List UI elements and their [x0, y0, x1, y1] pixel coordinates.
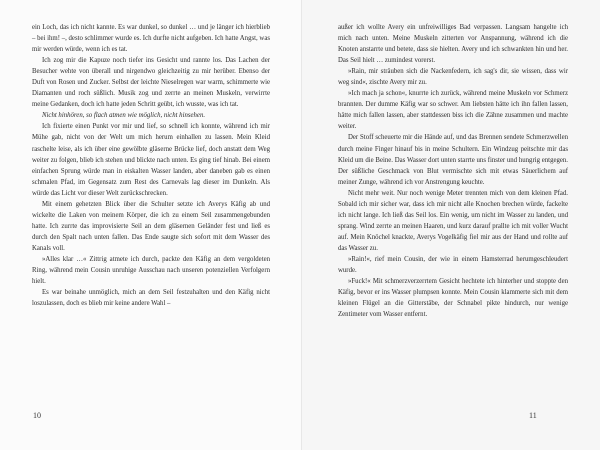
paragraph: Der Stoff scheuerte mir die Hände auf, und das Brennen sendete Schmerzwellen durch meine Finger hinauf bis in meine Schultern. Ein Windzug peitschte mir das Kleid um die Beine. Das Wasser dort unten starrte uns finster und hungrig entgegen. Der süßliche Geschmack von Blut vermischte sich mit etwas Säuerlichem auf meiner Zunge, während ich vor Anstrengung keuchte.: [338, 134, 568, 186]
paragraph: Es war beinahe unmöglich, mich an dem Seil festzuhalten und den Käfig nicht loszulassen, doch es blieb mir keine andere Wahl –: [32, 289, 270, 308]
paragraph: Nicht mehr weit. Nur noch wenige Meter trennten mich von dem kleinen Pfad. Sobald ich mir sicher war, dass ich mir nicht alle Knochen brechen würde, fackelte ich nicht lange. Ich ließ das Seil los. Ein wenig, um nicht im Wasser zu landen, und sprang. Wind zerrte an meinen Haaren, und kurz darauf prallte ich mit voller Wucht auf. Mein Knöchel knackte, Averys Vogelkäfig fiel mir aus der Hand und rollte auf das Wasser zu.: [338, 189, 568, 252]
right-page-text: [338, 22, 568, 320]
left-page-text: [32, 22, 270, 309]
paragraph: »Rain, mir sträuben sich die Nackenfedern, ich sag's dir, sie wissen, dass wir weg sind«, zischte Avery mir zu.: [338, 68, 568, 87]
paragraph: Mit einem gehetzten Blick über die Schulter setzte ich Averys Käfig ab und wickelte die Laken von meinem Körper, die ich zu einem Seil zusammengebunden hatte. Ich zurrte das improvisierte Seil an dem gläsernen Geländer fest und ließ es durch den Spalt nach unten fallen. Das Ende saugte sich sofort mit dem Wasser des Kanals voll.: [32, 200, 270, 252]
paragraph: außer ich wollte Avery ein unfreiwilliges Bad verpassen. Langsam hangelte ich mich nach unten. Meine Muskeln zitterten vor Anspannung, während ich die Knoten anstarrte und betete, dass sie hielten. Avery und ich schwankten hin und her. Das Seil hielt … zumindest vorerst.: [338, 24, 568, 65]
page-number: 10: [33, 411, 41, 420]
paragraph: »Rain!«, rief mein Cousin, der wie in einem Hamsterrad herumgeschleudert wurde.: [338, 255, 568, 275]
right-page: [302, 0, 600, 450]
paragraph: Ich fixierte einen Punkt vor mir und lief, so schnell ich konnte, während ich mir Mühe gab, nicht von der Welt um mich herum einhallen zu lassen. Mein Kleid raschelte leise, als ich über eine gewölbte gläserne Brücke lief, doch anstatt dem Weg weiter zu folgen, blieb ich stehen und blickte nach unten. Es ging tief hinab. Bei einem einfachen Sprung würde man in eiskalten Wasser landen, aber daneben gab es einen schmalen Pfad, im Gegensatz zum Rest des Carnevals lag dieser im Dunkeln. Als würde das Licht vor dieser Welt zurückschrecken.: [32, 123, 270, 197]
paragraph: ein Loch, das ich nicht kannte. Es war dunkel, so dunkel … und je länger ich hierblieb – bei ihm! –, desto schlimmer wurde es. Ich durfte nicht aufgeben. Ich hatte Angst, was mir werden würde, wenn ich es tat.: [32, 24, 270, 54]
paragraph: »Ich mach ja schon«, knurrte ich zurück, während meine Muskeln vor Schmerz brannten. Der dumme Käfig war so schwer. Am liebsten hätte ich ihn fallen lassen, hätte mich fallen lassen, aber stattdessen biss ich die Zähne zusammen und machte weiter.: [338, 90, 568, 131]
paragraph: »Alles klar …« Zittrig atmete ich durch, packte den Käfig an dem vergoldeten Ring, während mein Cousin unruhige Ausschau nach unseren potenziellen Verfolgern hielt.: [32, 255, 270, 286]
page-number: 11: [529, 411, 537, 420]
paragraph: Nicht hinhören, so flach atmen wie möglich, nicht hinsehen.: [42, 112, 206, 120]
paragraph: Ich zog mir die Kapuze noch tiefer ins Gesicht und rannte los. Das Lachen der Besucher wehte von überall und nirgendwo gleichzeitig zu mir herüber. Ebenso der Duft von Rosen und Zucker. Selbst der leichte Nieselregen war warm, schimmerte wie Diamanten und roch süßlich. Musik zog und zerrte an meinen Muskeln, verwirrte meine Gedanken, doch ich hatte jeden Schritt geübt, ich wusste, was ich tat.: [32, 57, 270, 109]
paragraph: »Fuck!« Mit schmerzverzerrtem Gesicht hechtete ich hinterher und stoppte den Käfig, bevor er ins Wasser plumpsen konnte. Mein Cousin klammerte sich mit dem kleinen Flügel an die Gitterstäbe, der Schnabel pikte hindurch, nur wenige Zentimeter vom Wasser entfernt.: [338, 278, 568, 319]
